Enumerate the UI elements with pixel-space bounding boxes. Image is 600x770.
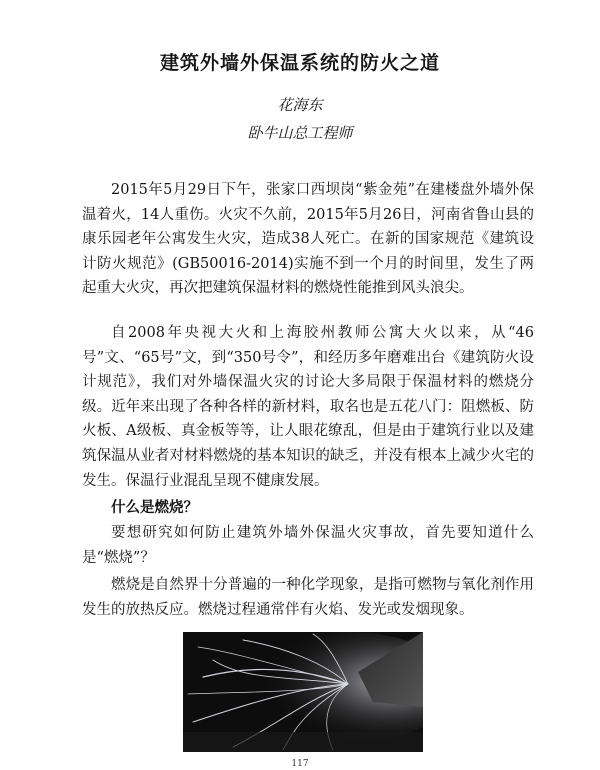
paragraph-4-block	[82, 573, 534, 622]
paragraph-3-block	[82, 521, 534, 570]
paragraph-3: 要想研究如何防止建筑外墙外保温火灾事故，首先要知道什么是“燃烧”？	[82, 525, 534, 566]
section-heading-block	[82, 496, 534, 521]
paragraph-1-block	[82, 178, 534, 301]
page-number: 117	[291, 759, 309, 769]
sparks-photo-svg	[183, 632, 423, 752]
paragraph-4: 燃烧是自然界十分普遍的一种化学现象，是指可燃物与氧化剂作用发生的放热反应。燃烧过程通常伴有火焰、发光或发烟现象。	[82, 577, 534, 618]
paragraph-2-block	[82, 321, 534, 493]
paragraph-1: 2015年5月29日下午，张家口西坝岗“紫金苑”在建楼盘外墙外保温着火，14人重伤。火灾不久前，2015年5月26日，河南省鲁山县的康乐园老年公寓发生火灾，造成38人死亡。在新的国家规范《建筑设计防火规范》(GB50016-2014)实施不到一个月的时间里，发生了两起重大火灾，再次把建筑保温材料的燃烧性能推到风头浪尖。	[82, 182, 534, 297]
paragraph-2: 自2008年央视大火和上海胶州教师公寓大火以来，从“46号”文、“65号”文，到“350号令”，和经历多年磨难出台《建筑防火设计规范》，我们对外墙保温火灾的讨论大多局限于保温材料的燃烧分级。近年来出现了各种各样的新材料，取名也是五花八门：阻燃板、防火板、A级板、真金板等等，让人眼花缭乱，但是由于建筑行业以及建筑保温从业者对材料燃烧的基本知识的缺乏，并没有根本上减少火宅的发生。保温行业混乱呈现不健康发展。	[82, 325, 534, 489]
section-heading: 什么是燃烧？	[111, 499, 198, 516]
sparks-photo-icon	[183, 632, 423, 752]
article-title: 建筑外墙外保温系统的防火之道	[159, 52, 440, 74]
author-affiliation: 卧牛山总工程师	[247, 124, 353, 142]
article-author: 花海东	[277, 96, 323, 114]
